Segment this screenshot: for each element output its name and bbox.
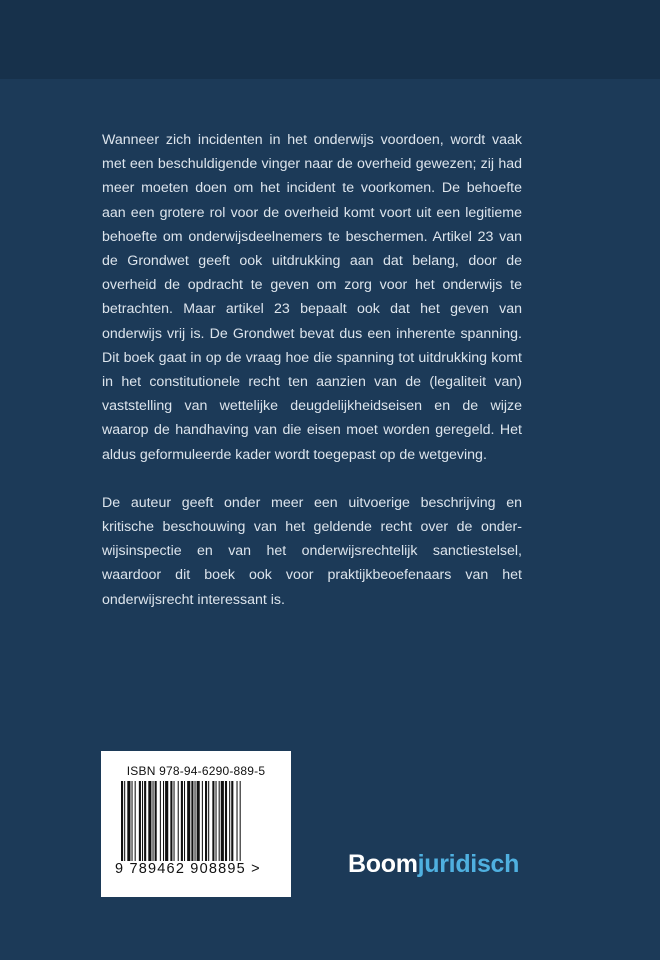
publisher-logo-juridisch: juridisch: [417, 850, 520, 878]
barcode-digits: 9 789462 908895 >: [115, 861, 261, 877]
publisher-logo-boom: Boom: [348, 850, 418, 878]
barcode-icon: [121, 781, 271, 861]
isbn-barcode-box: [101, 751, 291, 897]
isbn-label: ISBN 978-94-6290-889-5: [126, 764, 266, 778]
publisher-logo: [348, 850, 519, 879]
blurb-paragraph-1: Wanneer zich incidenten in het onderwijs voordoen, wordt vaak met een beschuldigende vinger naar de overheid gewezen; zij had meer moeten doen om het incident te voorkomen. De behoefte aan een grotere rol voor de overheid komt voort uit een legitieme behoefte om onderwijsdeelnemers te beschermen. Artikel 23 van de Grondwet geeft ook uitdrukking aan dat belang, door de overheid de opdracht te geven om zorg voor het onderwijs te betrachten. Maar artikel 23 bepaalt ook dat het geven van onderwijs vrij is. De Grondwet bevat dus een inherente spanning. Dit boek gaat in op de vraag hoe die spanning tot uitdrukking komt in het constitutionele recht ten aanzien van de (legaliteit van) vaststelling van wettelijke deugdelijkheidseisen en de wijze waarop de handhaving van die eisen moet worden geregeld. Het aldus geformuleerde kader wordt toegepast op de wetgeving.: [102, 132, 522, 463]
cover-top-band: [0, 0, 660, 79]
blurb-paragraph-2: De auteur geeft onder meer een uitvoerige beschrijving en kritische beschouwing van het geldende recht over de onderwijsinspectie en van het onderwijsrechtelijk sanctiestelsel, waardoor dit boek ook voor praktijkbeoefenaars van het onderwijsrecht interessant is.: [102, 494, 522, 608]
back-cover-blurb: [102, 128, 522, 636]
